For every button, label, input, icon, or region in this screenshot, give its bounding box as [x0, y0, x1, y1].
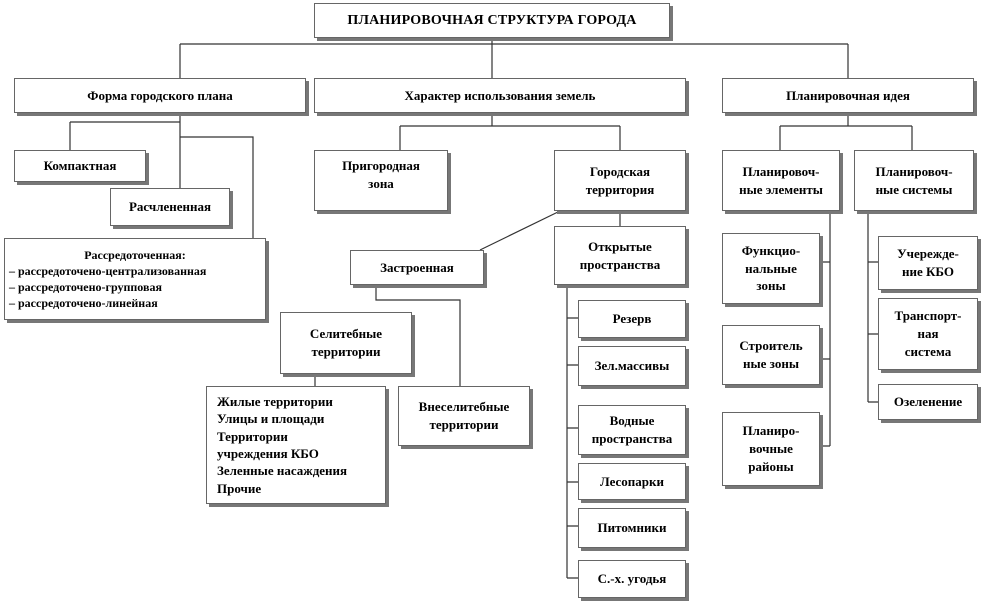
connector-elements: [820, 211, 830, 446]
elements-box: Планировоч- ные элементы: [722, 150, 840, 211]
system-transport: Транспорт- ная система: [878, 298, 978, 370]
idea-box: Планировочная идея: [722, 78, 974, 113]
open-item-reserve: Резерв: [578, 300, 686, 338]
open-item-nurseries: Питомники: [578, 508, 686, 548]
residential-item: Территории: [217, 428, 288, 444]
open-spaces-box: Открытые пространства: [554, 226, 686, 285]
land-use-box: Характер использования земель: [314, 78, 686, 113]
compact-box: Компактная: [14, 150, 146, 182]
open-item-green: Зел.массивы: [578, 346, 686, 386]
systems-box: Планировоч- ные системы: [854, 150, 974, 211]
dispersed-box: [4, 238, 266, 320]
residential-item: Зеленные насаждения: [217, 463, 348, 479]
residential-item: Жилые территории: [217, 394, 333, 410]
non-residential-box: Внеселитебные территории: [398, 386, 530, 446]
dispersed-item: – рассредоточено-централизованная: [9, 263, 207, 278]
dispersed-label: Рассредоточенная:: [84, 247, 186, 262]
suburban-box: Пригородная зона: [314, 150, 448, 211]
connector-idea: [780, 113, 912, 150]
system-kbo: Учережде- ние КБО: [878, 236, 978, 290]
residential-item: Прочие: [217, 480, 262, 496]
open-item-water: Водные пространства: [578, 405, 686, 455]
system-greening: Озеленение: [878, 384, 978, 420]
built-box: Застроенная: [350, 250, 484, 285]
residential-item: учреждения КБО: [217, 446, 319, 461]
connector-systems: [868, 211, 878, 402]
divided-box: Расчлененная: [110, 188, 230, 226]
residential-items-box: [206, 386, 386, 504]
connector-land-use: [400, 113, 620, 150]
connector-title: [180, 38, 848, 78]
dispersed-item: – рассредоточено-групповая: [9, 280, 162, 294]
urban-box: Городская территория: [554, 150, 686, 211]
element-functional-zones: Функцио- нальные зоны: [722, 233, 820, 304]
element-planning-districts: Планиро- вочные районы: [722, 412, 820, 486]
diagram-title: ПЛАНИРОВОЧНАЯ СТРУКТУРА ГОРОДА: [314, 3, 670, 38]
open-item-parks: Лесопарки: [578, 463, 686, 500]
form-box: Форма городского плана: [14, 78, 306, 113]
residential-box: Селитебные территории: [280, 312, 412, 374]
connector-open: [567, 285, 578, 578]
open-item-agri: С.-х. угодья: [578, 560, 686, 598]
residential-item: Улицы и площади: [217, 411, 325, 427]
element-building-zones: Строитель ные зоны: [722, 325, 820, 385]
dispersed-item: – рассредоточено-линейная: [9, 296, 158, 311]
